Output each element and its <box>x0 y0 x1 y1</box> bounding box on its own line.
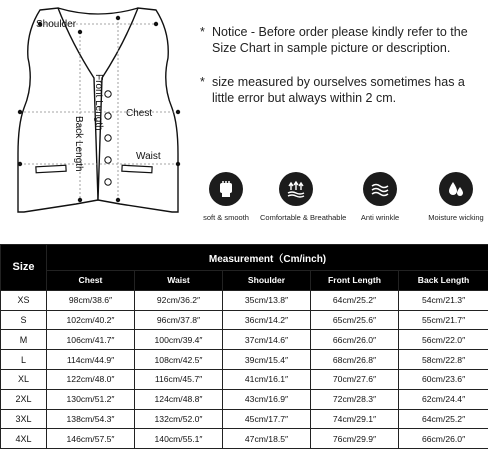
shoulder-label: Shoulder <box>36 19 76 30</box>
note-marker: * <box>200 24 212 56</box>
table-cell: 124cm/48.8″ <box>135 389 223 409</box>
feature-anti-wrinkle <box>344 172 416 222</box>
table-cell: 132cm/52.0″ <box>135 409 223 429</box>
table-cell: 92cm/36.2″ <box>135 290 223 310</box>
feature-soft-smooth <box>190 172 262 222</box>
table-cell: 122cm/48.0″ <box>47 369 135 389</box>
table-cell: 58cm/22.8″ <box>399 350 488 370</box>
table-cell: 60cm/23.6″ <box>399 369 488 389</box>
table-cell: 62cm/24.4″ <box>399 389 488 409</box>
table-cell: 96cm/37.8″ <box>135 310 223 330</box>
table-cell: 70cm/27.6″ <box>311 369 399 389</box>
table-cell: 54cm/21.3″ <box>399 290 488 310</box>
notes-section <box>200 24 485 124</box>
column-header-shoulder: Shoulder <box>223 271 311 291</box>
note-marker: * <box>200 74 212 106</box>
table-cell: 106cm/41.7″ <box>47 330 135 350</box>
table-cell: 102cm/40.2″ <box>47 310 135 330</box>
table-cell: 47cm/18.5″ <box>223 429 311 449</box>
column-header-front-length: Front Length <box>311 271 399 291</box>
table-cell: 45cm/17.7″ <box>223 409 311 429</box>
column-header-chest: Chest <box>47 271 135 291</box>
table-cell: 130cm/51.2″ <box>47 389 135 409</box>
fist-icon <box>209 172 243 206</box>
table-cell: 64cm/25.2″ <box>399 409 488 429</box>
column-header-waist: Waist <box>135 271 223 291</box>
table-row <box>1 389 488 409</box>
note-text: size measured by ourselves sometimes has a little error but always within 2 cm. <box>212 74 485 106</box>
table-cell: 98cm/38.6″ <box>47 290 135 310</box>
table-cell: 100cm/39.4″ <box>135 330 223 350</box>
feature-breathable <box>260 172 332 222</box>
table-cell: 140cm/55.1″ <box>135 429 223 449</box>
column-header-back-length: Back Length <box>399 271 488 291</box>
waist-label: Waist <box>136 151 161 162</box>
notice-note <box>200 24 485 56</box>
table-row <box>1 290 488 310</box>
table-cell: 66cm/26.0″ <box>399 429 488 449</box>
chest-label: Chest <box>126 108 152 119</box>
size-cell: S <box>1 310 47 330</box>
table-row <box>1 369 488 389</box>
size-chart-table <box>0 244 488 449</box>
moisture-icon <box>439 172 473 206</box>
size-cell: 2XL <box>1 389 47 409</box>
table-row <box>1 409 488 429</box>
table-cell: 76cm/29.9″ <box>311 429 399 449</box>
table-cell: 68cm/26.8″ <box>311 350 399 370</box>
table-cell: 72cm/28.3″ <box>311 389 399 409</box>
table-cell: 37cm/14.6″ <box>223 330 311 350</box>
table-cell: 65cm/25.6″ <box>311 310 399 330</box>
table-cell: 39cm/15.4″ <box>223 350 311 370</box>
breathable-icon <box>279 172 313 206</box>
table-cell: 56cm/22.0″ <box>399 330 488 350</box>
front-length-label: Front Length <box>93 74 104 131</box>
size-cell: L <box>1 350 47 370</box>
table-cell: 108cm/42.5″ <box>135 350 223 370</box>
table-cell: 36cm/14.2″ <box>223 310 311 330</box>
size-cell: 4XL <box>1 429 47 449</box>
feature-label: Moisture wicking <box>420 213 488 222</box>
back-length-label: Back Length <box>73 116 84 172</box>
table-row <box>1 350 488 370</box>
vest-diagram <box>6 4 194 226</box>
table-cell: 138cm/54.3″ <box>47 409 135 429</box>
size-cell: XS <box>1 290 47 310</box>
table-cell: 116cm/45.7″ <box>135 369 223 389</box>
table-cell: 64cm/25.2″ <box>311 290 399 310</box>
table-cell: 35cm/13.8″ <box>223 290 311 310</box>
feature-moisture-wicking <box>420 172 488 222</box>
table-cell: 55cm/21.7″ <box>399 310 488 330</box>
feature-icons <box>198 172 488 232</box>
table-cell: 114cm/44.9″ <box>47 350 135 370</box>
size-column-header: Size <box>1 245 47 291</box>
note-text: Notice - Before order please kindly refer to the Size Chart in sample picture or description. <box>212 24 485 56</box>
table-cell: 66cm/26.0″ <box>311 330 399 350</box>
feature-label: Anti wrinkle <box>344 213 416 222</box>
feature-label: Comfortable & Breathable <box>260 213 332 222</box>
table-cell: 43cm/16.9″ <box>223 389 311 409</box>
table-row <box>1 330 488 350</box>
anti-wrinkle-icon <box>363 172 397 206</box>
table-row <box>1 429 488 449</box>
feature-label: soft & smooth <box>190 213 262 222</box>
table-cell: 74cm/29.1″ <box>311 409 399 429</box>
table-row <box>1 310 488 330</box>
size-cell: XL <box>1 369 47 389</box>
size-cell: M <box>1 330 47 350</box>
measurement-header: Measurement（Cm/inch) <box>47 245 488 271</box>
measurement-error-note <box>200 74 485 106</box>
size-cell: 3XL <box>1 409 47 429</box>
table-cell: 41cm/16.1″ <box>223 369 311 389</box>
table-cell: 146cm/57.5″ <box>47 429 135 449</box>
